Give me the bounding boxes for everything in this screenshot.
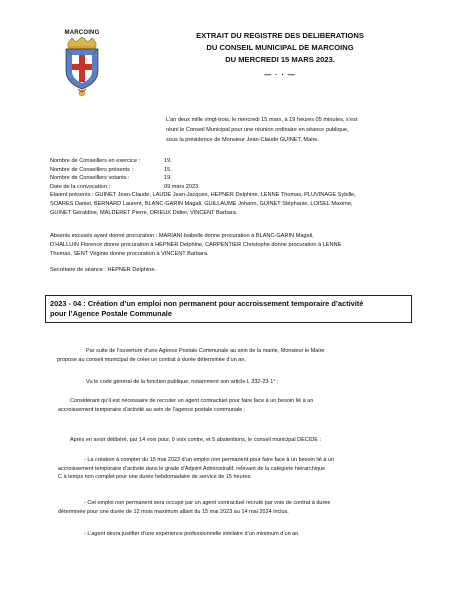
count-value: 19. — [164, 158, 172, 164]
present-members — [50, 191, 408, 218]
opening-paragraph — [166, 115, 416, 145]
body-line: Par suite de l’ouverture d’une Agence Postale Communale au sein de la mairie, Monsieur le Maire — [86, 348, 325, 354]
coat-of-arms-icon — [60, 37, 104, 99]
body-paragraph-6 — [58, 499, 406, 516]
count-value: 15. — [164, 166, 172, 173]
body-line: déterminée pour une durée de 12 mois maximum allant du 15 mai 2023 au 14 mai 2024 inclus. — [58, 508, 289, 515]
body-line: accroissement temporaire d’activité dans le grade d’Adjoint Administratif, relevant de la catégorie hiérarchique — [58, 465, 326, 472]
title-line: 2023 - 04 : Création d’un emploi non permanent pour accroissement temporaire d’activité — [50, 299, 364, 308]
body-line: propose au conseil municipal de créer un contrat à durée déterminée d’un an, — [57, 356, 246, 363]
body-paragraph-1 — [57, 347, 406, 364]
absent-line: D’HALLUIN Florence donne procuration à HEPNER Delphine, CARPENTIER Christophe donne procuration à LENNE — [50, 242, 342, 248]
opening-line: sous la présidence de Monsieur Jean-Claude GUINET, Maire. — [166, 137, 319, 143]
crest-name: MARCOING — [64, 30, 100, 36]
body-line: - La création à compter du 15 mai 2023 d’un emploi non permanent pour faire face à un besoin lié à un — [84, 457, 335, 463]
header-line-2: DU CONSEIL MUNICIPAL DE MARCOING — [206, 43, 354, 52]
body-paragraph-2 — [86, 378, 406, 387]
count-row — [50, 166, 410, 175]
present-line: Etaient présents : GUINET Jean-Claude, LAUDE Jean-Jacques, HEPNER Delphine, LENNE Thomas, PLUVINAGE Sybille, — [50, 192, 356, 198]
meeting-secretary: Secrétaire de séance : HEPNER Delphine. — [50, 267, 157, 273]
count-value: 19. — [164, 175, 172, 182]
town-crest — [60, 30, 104, 99]
count-label: Nombre de Conseillers présents : — [50, 166, 134, 173]
header-separator: — · · — — [264, 72, 296, 79]
present-line: SOARES Daniel, BERNARD Laurent, BLANC-GARIN Magali, GUILLAUME Johann, GUINET Stéphanie, LOISEL Maxime, — [50, 201, 353, 207]
body-paragraph-4 — [70, 436, 406, 445]
attendance-counts — [50, 157, 410, 191]
absent-line: Thomas, SENT Virginie donne procuration à VINCENT Barbara. — [50, 251, 209, 257]
body-line: Vu le code général de la fonction publique, notamment son article L 332-23-1° ; — [86, 379, 279, 385]
body-line: Après en avoir délibéré, par 14 voix pour, 0 voix contre, et 5 abstentions, le conseil municipal DECIDE : — [70, 437, 321, 443]
body-line: Considérant qu’il est nécessaire de recruter un agent contractuel pour faire face à un besoin lié à un — [70, 398, 314, 404]
body-paragraph-7 — [84, 530, 406, 539]
body-paragraph-5 — [58, 456, 406, 482]
body-line: - Cet emploi non permanent sera occupé par un agent contractuel recruté par voie de contrat à durée — [84, 500, 331, 506]
header-line-1: EXTRAIT DU REGISTRE DES DELIBERATIONS — [196, 31, 364, 40]
body-line: accroissement temporaire d’activité au sein de l’agence postale communale ; — [58, 406, 246, 413]
absent-members — [50, 232, 408, 259]
deliberation-title — [45, 295, 412, 323]
document-header — [150, 30, 410, 79]
count-value: 09 mars 2023. — [164, 183, 200, 190]
title-line: pour l’Agence Postale Communale — [50, 309, 172, 318]
header-line-3: DU MERCREDI 15 MARS 2023. — [225, 55, 335, 64]
body-paragraph-3 — [58, 397, 406, 414]
absent-line: Absents excusés ayant donné procuration : MARIANI Isabelle donne procuration à BLANC-GARIN Magali, — [50, 233, 314, 239]
opening-line: réuni le Conseil Municipal pour une réunion ordinaire en séance publique, — [166, 127, 349, 133]
body-line: - L’agent devra justifier d’une expérience professionnelle similaire d’un minimum d’un an. — [84, 531, 300, 537]
count-row — [50, 174, 410, 183]
opening-line: L’an deux mille vingt-trois, le mercredi 15 mars, à 19 heures 05 minutes, s’est — [166, 117, 358, 123]
present-line: GUINET Géraldine, MALDERET Pierre, DRIEUX Didier, VINCENT Barbara. — [50, 210, 238, 216]
count-label: Nombre de Conseillers en exercice : — [50, 158, 141, 164]
count-row — [50, 157, 410, 166]
count-label: Nombre de Conseillers votants : — [50, 175, 130, 182]
count-label: Date de la convocation : — [50, 183, 111, 190]
body-line: C à temps non complet pour une durée hebdomadaire de service de 15 heures. — [58, 474, 252, 481]
